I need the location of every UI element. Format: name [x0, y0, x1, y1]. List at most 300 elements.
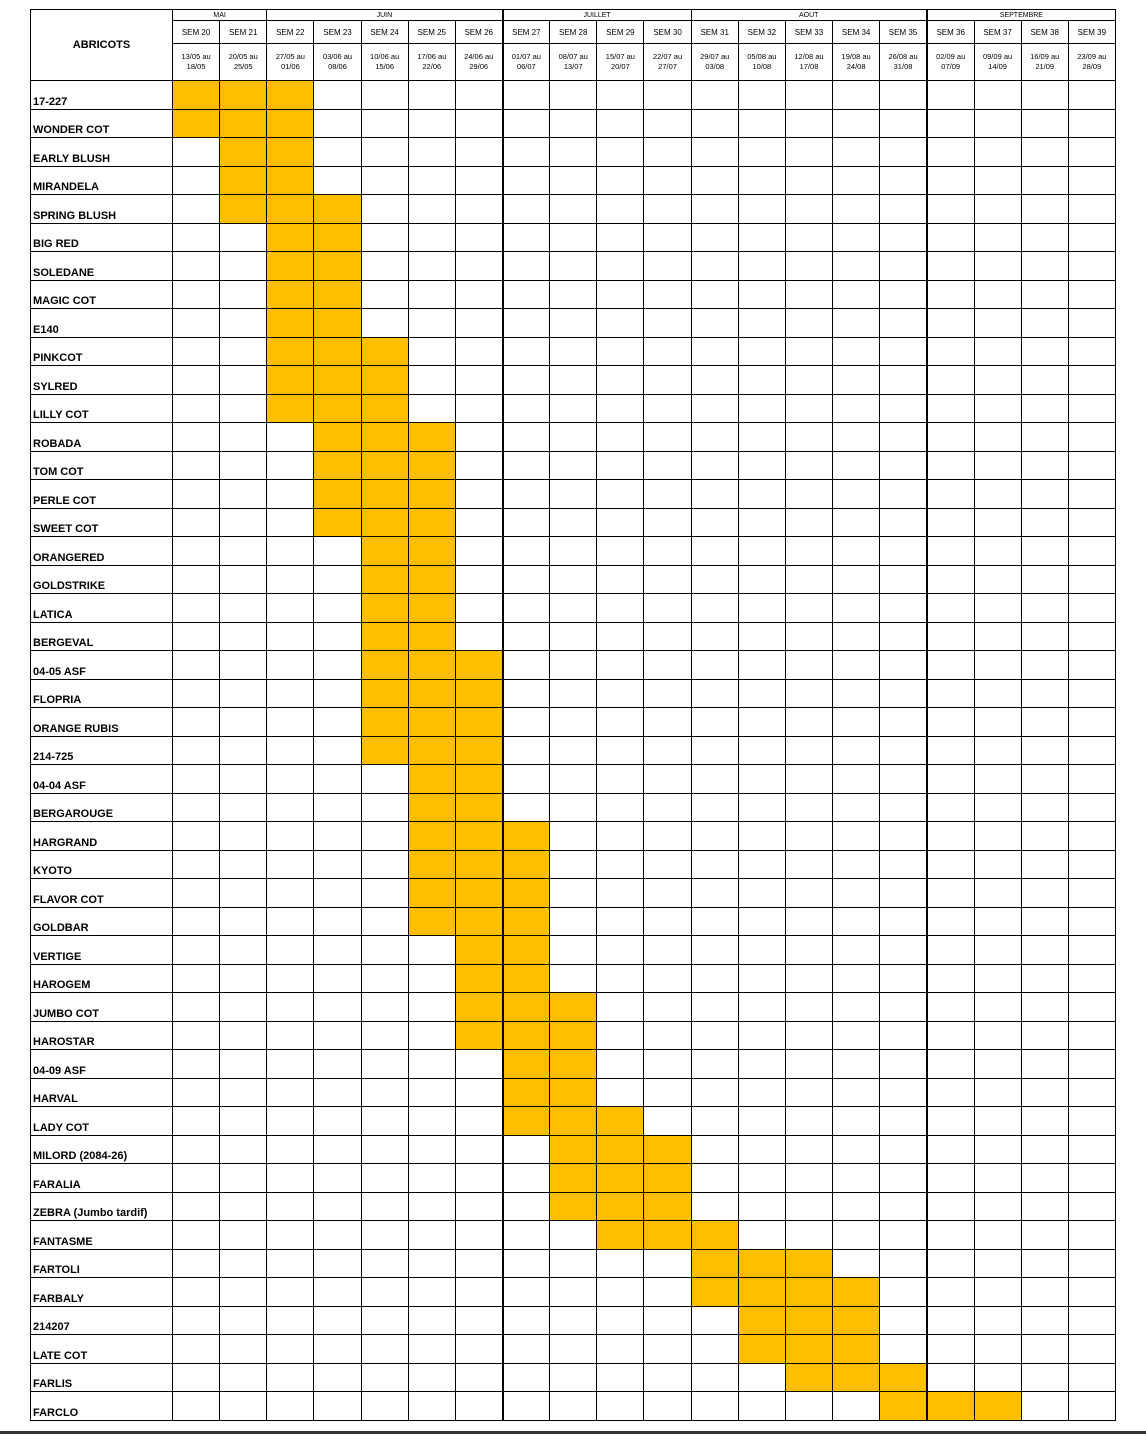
harvest-cell: [408, 1192, 455, 1221]
table-row: [31, 223, 1116, 252]
harvest-cell: [1068, 280, 1115, 309]
variety-name: PERLE COT: [31, 480, 173, 509]
harvest-cell: [785, 1164, 832, 1193]
harvest-cell: [173, 1363, 220, 1392]
harvest-cell: [550, 622, 597, 651]
harvest-cell: [974, 423, 1021, 452]
harvest-cell-active: [455, 679, 502, 708]
harvest-cell: [314, 1363, 361, 1392]
harvest-cell: [691, 1306, 738, 1335]
harvest-cell: [974, 594, 1021, 623]
harvest-cell: [644, 394, 691, 423]
harvest-cell: [314, 1392, 361, 1421]
harvest-cell: [833, 1135, 880, 1164]
week-label: SEM 36: [927, 21, 974, 44]
harvest-cell: [691, 508, 738, 537]
harvest-cell: [1021, 1050, 1068, 1079]
harvest-cell: [314, 1249, 361, 1278]
harvest-cell: [644, 138, 691, 167]
harvest-cell: [503, 1278, 550, 1307]
harvest-cell: [927, 565, 974, 594]
harvest-cell: [1021, 451, 1068, 480]
harvest-cell: [408, 1278, 455, 1307]
harvest-cell: [550, 166, 597, 195]
harvest-cell: [738, 451, 785, 480]
date-from: 19/08 au: [841, 52, 871, 61]
harvest-cell: [1021, 1164, 1068, 1193]
harvest-cell: [880, 765, 927, 794]
harvest-cell: [314, 166, 361, 195]
harvest-cell: [927, 81, 974, 110]
harvest-cell: [927, 1192, 974, 1221]
table-row: [31, 252, 1116, 281]
harvest-cell: [314, 736, 361, 765]
harvest-cell: [880, 679, 927, 708]
harvest-cell: [785, 765, 832, 794]
table-row: [31, 138, 1116, 167]
harvest-cell-active: [361, 708, 408, 737]
harvest-cell: [314, 594, 361, 623]
harvest-cell: [974, 280, 1021, 309]
harvest-cell: [267, 1221, 314, 1250]
date-from: 24/06 au: [464, 52, 494, 61]
harvest-cell: [644, 936, 691, 965]
harvest-cell: [974, 109, 1021, 138]
harvest-cell: [1068, 366, 1115, 395]
harvest-cell: [550, 1221, 597, 1250]
harvest-cell: [644, 594, 691, 623]
harvest-cell: [785, 423, 832, 452]
harvest-cell: [361, 936, 408, 965]
harvest-cell: [1021, 850, 1068, 879]
harvest-cell-active: [597, 1192, 644, 1221]
harvest-cell: [173, 138, 220, 167]
harvest-cell: [503, 765, 550, 794]
week-label: SEM 26: [455, 21, 502, 44]
harvest-cell-active: [267, 166, 314, 195]
harvest-cell: [974, 1306, 1021, 1335]
harvest-cell: [691, 423, 738, 452]
table-row: [31, 1335, 1116, 1364]
harvest-cell: [455, 1278, 502, 1307]
harvest-cell: [974, 1078, 1021, 1107]
harvest-cell: [1021, 936, 1068, 965]
harvest-cell: [1068, 565, 1115, 594]
date-from: 16/09 au: [1030, 52, 1060, 61]
harvest-cell: [1068, 1335, 1115, 1364]
harvest-cell: [220, 907, 267, 936]
harvest-cell: [691, 223, 738, 252]
variety-name: 04-09 ASF: [31, 1050, 173, 1079]
harvest-cell: [691, 594, 738, 623]
harvest-cell: [597, 280, 644, 309]
harvest-cell-active: [408, 537, 455, 566]
harvest-cell: [220, 1363, 267, 1392]
harvest-cell: [974, 822, 1021, 851]
harvest-cell: [691, 822, 738, 851]
harvest-cell: [267, 1278, 314, 1307]
harvest-cell: [738, 765, 785, 794]
harvest-cell: [738, 252, 785, 281]
table-row: [31, 936, 1116, 965]
harvest-cell: [644, 879, 691, 908]
harvest-cell: [974, 252, 1021, 281]
harvest-cell: [550, 565, 597, 594]
harvest-cell: [880, 1278, 927, 1307]
harvest-cell: [738, 195, 785, 224]
harvest-cell: [833, 765, 880, 794]
harvest-cell-active: [785, 1278, 832, 1307]
harvest-cell: [455, 309, 502, 338]
harvest-cell: [220, 451, 267, 480]
harvest-cell: [267, 907, 314, 936]
harvest-cell: [267, 993, 314, 1022]
harvest-cell-active: [408, 765, 455, 794]
week-label: SEM 32: [738, 21, 785, 44]
harvest-cell: [785, 81, 832, 110]
harvest-cell: [455, 565, 502, 594]
harvest-cell: [173, 423, 220, 452]
harvest-cell: [361, 223, 408, 252]
harvest-cell: [974, 679, 1021, 708]
harvest-cell: [785, 1078, 832, 1107]
harvest-cell: [455, 109, 502, 138]
variety-name: ZEBRA (Jumbo tardif): [31, 1192, 173, 1221]
harvest-cell: [597, 964, 644, 993]
harvest-cell-active: [503, 964, 550, 993]
harvest-cell-active: [503, 1050, 550, 1079]
harvest-cell: [785, 936, 832, 965]
harvest-cell: [785, 822, 832, 851]
week-date-range: [503, 44, 550, 81]
harvest-cell: [833, 679, 880, 708]
date-from: 13/05 au: [181, 52, 211, 61]
harvest-cell-active: [503, 850, 550, 879]
harvest-cell: [503, 166, 550, 195]
harvest-cell: [927, 708, 974, 737]
harvest-cell: [173, 964, 220, 993]
harvest-cell: [644, 1392, 691, 1421]
harvest-cell: [1021, 907, 1068, 936]
harvest-cell: [220, 1335, 267, 1364]
harvest-cell: [220, 765, 267, 794]
harvest-cell: [691, 736, 738, 765]
harvest-cell: [880, 1164, 927, 1193]
harvest-cell: [503, 537, 550, 566]
harvest-cell: [833, 109, 880, 138]
harvest-cell: [267, 1306, 314, 1335]
harvest-cell-active: [314, 480, 361, 509]
harvest-cell: [597, 537, 644, 566]
harvest-cell: [644, 993, 691, 1022]
harvest-cell: [1021, 708, 1068, 737]
table-row: [31, 736, 1116, 765]
harvest-cell: [173, 708, 220, 737]
harvest-cell: [267, 651, 314, 680]
date-from: 26/08 au: [888, 52, 918, 61]
harvest-cell: [267, 1392, 314, 1421]
week-label: SEM 33: [785, 21, 832, 44]
harvest-cell-active: [597, 1107, 644, 1136]
harvest-cell: [173, 366, 220, 395]
harvest-cell: [597, 1363, 644, 1392]
harvest-cell: [361, 252, 408, 281]
harvest-cell-active: [314, 309, 361, 338]
harvest-cell: [974, 565, 1021, 594]
harvest-cell: [220, 879, 267, 908]
harvest-cell: [455, 1107, 502, 1136]
date-from: 03/06 au: [322, 52, 353, 61]
variety-name: BERGEVAL: [31, 622, 173, 651]
harvest-cell: [1021, 1078, 1068, 1107]
harvest-cell: [1021, 280, 1068, 309]
harvest-cell: [738, 622, 785, 651]
date-from: 10/06 au: [370, 52, 400, 61]
harvest-cell: [785, 138, 832, 167]
table-row: [31, 822, 1116, 851]
harvest-cell-active: [503, 879, 550, 908]
harvest-cell: [974, 451, 1021, 480]
harvest-cell: [361, 166, 408, 195]
harvest-cell: [974, 1335, 1021, 1364]
harvest-cell: [1021, 508, 1068, 537]
harvest-cell-active: [408, 508, 455, 537]
harvest-cell: [267, 708, 314, 737]
harvest-cell: [361, 280, 408, 309]
harvest-cell: [173, 537, 220, 566]
harvest-cell: [927, 594, 974, 623]
harvest-cell: [503, 708, 550, 737]
harvest-cell-active: [550, 1164, 597, 1193]
harvest-cell: [833, 1107, 880, 1136]
harvest-cell: [267, 850, 314, 879]
harvest-cell: [173, 1221, 220, 1250]
harvest-cell: [220, 1050, 267, 1079]
harvest-cell: [1068, 1107, 1115, 1136]
harvest-cell: [833, 993, 880, 1022]
harvest-cell: [691, 252, 738, 281]
harvest-cell: [927, 309, 974, 338]
harvest-cell-active: [267, 81, 314, 110]
harvest-cell: [1021, 1335, 1068, 1364]
harvest-cell: [1021, 138, 1068, 167]
harvest-cell: [880, 166, 927, 195]
harvest-cell: [927, 1164, 974, 1193]
harvest-cell: [1021, 822, 1068, 851]
table-row: [31, 195, 1116, 224]
harvest-cell: [597, 936, 644, 965]
harvest-cell: [927, 280, 974, 309]
harvest-cell: [220, 537, 267, 566]
harvest-cell: [974, 508, 1021, 537]
harvest-cell: [880, 850, 927, 879]
variety-name: MAGIC COT: [31, 280, 173, 309]
harvest-cell: [738, 81, 785, 110]
harvest-cell: [267, 1050, 314, 1079]
harvest-cell: [1021, 1107, 1068, 1136]
harvest-cell-active: [503, 907, 550, 936]
harvest-cell: [314, 622, 361, 651]
harvest-cell: [267, 451, 314, 480]
harvest-cell: [785, 223, 832, 252]
week-label: SEM 34: [833, 21, 880, 44]
harvest-cell: [1021, 109, 1068, 138]
harvest-cell: [597, 793, 644, 822]
harvest-cell: [974, 537, 1021, 566]
harvest-cell: [833, 1221, 880, 1250]
table-row: [31, 81, 1116, 110]
harvest-cell: [974, 850, 1021, 879]
harvest-cell: [597, 366, 644, 395]
harvest-cell: [314, 1192, 361, 1221]
harvest-cell-active: [408, 793, 455, 822]
harvest-cell: [173, 1335, 220, 1364]
harvest-cell: [408, 1135, 455, 1164]
harvest-cell: [550, 109, 597, 138]
harvest-cell: [880, 366, 927, 395]
harvest-cell: [503, 679, 550, 708]
harvest-cell-active: [361, 480, 408, 509]
harvest-cell: [1021, 1392, 1068, 1421]
harvest-cell: [880, 423, 927, 452]
harvest-cell: [597, 109, 644, 138]
harvest-cell: [550, 708, 597, 737]
table-row: [31, 879, 1116, 908]
harvest-cell-active: [267, 309, 314, 338]
harvest-cell: [785, 166, 832, 195]
harvest-cell: [785, 451, 832, 480]
harvest-cell: [361, 1107, 408, 1136]
date-to: 24/08: [846, 62, 866, 71]
harvest-cell: [833, 337, 880, 366]
harvest-cell: [644, 252, 691, 281]
harvest-cell-active: [408, 907, 455, 936]
harvest-cell: [361, 1278, 408, 1307]
harvest-cell: [644, 1278, 691, 1307]
harvest-cell: [173, 1306, 220, 1335]
variety-name: ROBADA: [31, 423, 173, 452]
harvest-cell: [408, 195, 455, 224]
harvest-cell: [503, 1135, 550, 1164]
harvest-cell: [644, 451, 691, 480]
harvest-cell: [880, 708, 927, 737]
variety-name: 17-227: [31, 81, 173, 110]
harvest-cell-active: [455, 907, 502, 936]
date-to: 25/05: [233, 62, 253, 71]
variety-name: TOM COT: [31, 451, 173, 480]
harvest-cell: [833, 850, 880, 879]
variety-name: HAROGEM: [31, 964, 173, 993]
harvest-cell: [644, 679, 691, 708]
month-header-row: [31, 10, 1116, 21]
harvest-cell: [833, 1249, 880, 1278]
harvest-cell: [691, 1335, 738, 1364]
harvest-cell-active: [833, 1278, 880, 1307]
harvest-cell: [785, 1192, 832, 1221]
harvest-cell: [267, 565, 314, 594]
date-to: 21/09: [1035, 62, 1055, 71]
harvest-cell: [833, 195, 880, 224]
harvest-cell: [691, 793, 738, 822]
harvest-cell: [785, 1021, 832, 1050]
harvest-cell-active: [927, 1392, 974, 1421]
harvest-cell: [927, 964, 974, 993]
variety-name: SWEET COT: [31, 508, 173, 537]
harvest-cell: [550, 451, 597, 480]
harvest-cell: [455, 1050, 502, 1079]
harvest-cell: [691, 879, 738, 908]
harvest-cell: [361, 1164, 408, 1193]
harvest-cell: [1068, 138, 1115, 167]
harvest-cell: [220, 1221, 267, 1250]
harvest-cell: [785, 993, 832, 1022]
harvest-cell-active: [267, 280, 314, 309]
harvest-cell: [738, 1221, 785, 1250]
harvest-cell: [927, 822, 974, 851]
harvest-cell: [974, 1135, 1021, 1164]
harvest-cell: [738, 1392, 785, 1421]
variety-name: MILORD (2084-26): [31, 1135, 173, 1164]
harvest-cell: [173, 1078, 220, 1107]
harvest-cell: [1021, 793, 1068, 822]
harvest-cell: [974, 366, 1021, 395]
harvest-cell: [550, 138, 597, 167]
harvest-cell: [267, 594, 314, 623]
harvest-cell-active: [361, 651, 408, 680]
harvest-cell: [927, 1335, 974, 1364]
date-to: 22/06: [422, 62, 442, 71]
week-date-range: [550, 44, 597, 81]
harvest-cell: [503, 1363, 550, 1392]
harvest-cell: [880, 223, 927, 252]
harvest-cell: [880, 280, 927, 309]
harvest-cell: [597, 480, 644, 509]
harvest-cell: [173, 1050, 220, 1079]
harvest-cell: [833, 1392, 880, 1421]
harvest-cell: [644, 223, 691, 252]
harvest-cell-active: [455, 651, 502, 680]
harvest-cell: [974, 1278, 1021, 1307]
harvest-cell: [785, 793, 832, 822]
harvest-cell-active: [455, 964, 502, 993]
harvest-cell: [1021, 223, 1068, 252]
week-date-range: [267, 44, 314, 81]
harvest-cell: [833, 537, 880, 566]
harvest-cell: [738, 708, 785, 737]
harvest-cell: [1068, 1221, 1115, 1250]
harvest-cell: [550, 366, 597, 395]
harvest-cell: [550, 423, 597, 452]
harvest-cell: [503, 394, 550, 423]
harvest-cell-active: [597, 1221, 644, 1250]
harvest-cell: [927, 879, 974, 908]
harvest-cell: [173, 736, 220, 765]
harvest-cell: [785, 1107, 832, 1136]
harvest-cell: [644, 850, 691, 879]
harvest-cell: [455, 1221, 502, 1250]
harvest-cell-active: [833, 1306, 880, 1335]
harvest-cell: [550, 1278, 597, 1307]
harvest-cell: [785, 679, 832, 708]
harvest-cell-active: [408, 594, 455, 623]
harvest-cell: [597, 337, 644, 366]
harvest-cell-active: [408, 879, 455, 908]
harvest-cell: [738, 879, 785, 908]
harvest-cell: [833, 138, 880, 167]
date-to: 08/06: [328, 62, 347, 71]
week-label: SEM 31: [691, 21, 738, 44]
table-row: [31, 109, 1116, 138]
